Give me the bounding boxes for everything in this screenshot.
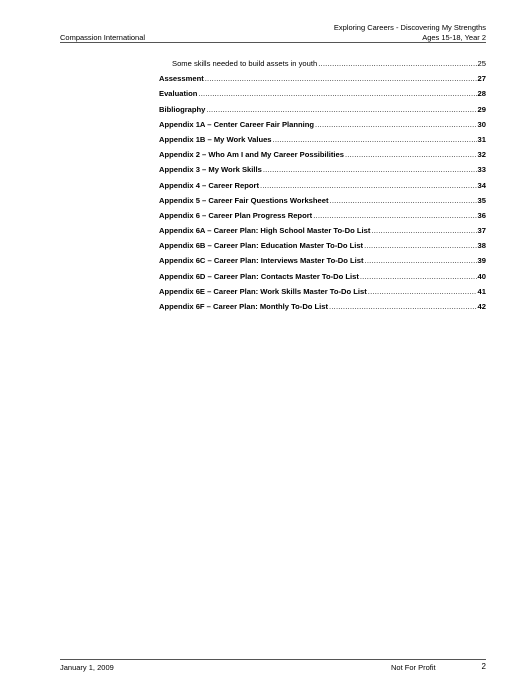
table-of-contents xyxy=(159,59,486,317)
toc-entry[interactable] xyxy=(159,135,486,150)
toc-dot-leader xyxy=(365,256,477,265)
toc-dot-leader xyxy=(198,89,476,98)
toc-entry-title: Appendix 6B – Career Plan: Education Master To-Do List xyxy=(159,241,364,251)
toc-entry-title: Appendix 6E – Career Plan: Work Skills Master To-Do List xyxy=(159,286,367,296)
toc-dot-leader xyxy=(263,165,477,174)
footer-page-number: 2 xyxy=(481,662,486,671)
toc-entry[interactable] xyxy=(159,287,486,302)
toc-entry[interactable] xyxy=(159,241,486,256)
toc-entry-page: 25 xyxy=(477,59,486,68)
toc-entry-title: Appendix 6D – Career Plan: Contacts Master To-Do List xyxy=(159,271,359,281)
header-organization: Compassion International xyxy=(60,33,146,42)
toc-entry-title: Some skills needed to build assets in youth xyxy=(172,59,318,68)
toc-entry-page: 35 xyxy=(477,195,486,205)
toc-dot-leader xyxy=(329,302,477,311)
toc-dot-leader xyxy=(313,211,476,220)
toc-entry[interactable] xyxy=(159,89,486,104)
toc-entry-page: 39 xyxy=(477,256,486,266)
toc-entry-title: Appendix 1A – Center Career Fair Planning xyxy=(159,119,315,129)
toc-entry[interactable] xyxy=(159,272,486,287)
header-title xyxy=(334,23,486,42)
toc-entry-page: 33 xyxy=(477,165,486,175)
toc-entry-page: 28 xyxy=(477,89,486,99)
toc-entry-page: 38 xyxy=(477,241,486,251)
toc-entry-title: Appendix 6F – Career Plan: Monthly To-Do List xyxy=(159,302,329,311)
toc-entry[interactable] xyxy=(159,181,486,196)
header-title-line2: Ages 15-18, Year 2 xyxy=(422,32,486,42)
toc-dot-leader xyxy=(315,120,477,129)
toc-entry[interactable] xyxy=(159,150,486,165)
toc-entry[interactable] xyxy=(159,59,486,74)
toc-entry[interactable] xyxy=(159,105,486,120)
toc-dot-leader xyxy=(364,241,476,250)
toc-entry[interactable] xyxy=(159,226,486,241)
toc-entry-page: 29 xyxy=(477,104,486,114)
toc-dot-leader xyxy=(273,135,477,144)
toc-entry[interactable] xyxy=(159,196,486,211)
toc-dot-leader xyxy=(330,196,477,205)
toc-entry-page: 30 xyxy=(477,119,486,129)
toc-entry[interactable] xyxy=(159,74,486,89)
toc-entry-title: Appendix 6 – Career Plan Progress Report xyxy=(159,210,313,220)
toc-entry-title: Bibliography xyxy=(159,104,206,114)
toc-dot-leader xyxy=(345,150,477,159)
toc-entry-title: Appendix 6A – Career Plan: High School Master To-Do List xyxy=(159,226,371,236)
toc-entry-title: Assessment xyxy=(159,74,204,84)
toc-entry-title: Appendix 3 – My Work Skills xyxy=(159,165,262,175)
toc-dot-leader xyxy=(205,74,477,83)
toc-entry[interactable] xyxy=(159,211,486,226)
toc-entry-page: 36 xyxy=(477,210,486,220)
footer-date: January 1, 2009 xyxy=(60,663,114,672)
toc-entry-page: 31 xyxy=(477,134,486,144)
toc-dot-leader xyxy=(260,181,477,190)
header-title-line1: Exploring Careers - Discovering My Strengths xyxy=(333,23,486,32)
toc-entry-title: Appendix 2 – Who Am I and My Career Possibilities xyxy=(159,150,344,160)
toc-entry-title: Appendix 1B – My Work Values xyxy=(159,134,272,144)
toc-entry-page: 41 xyxy=(477,286,486,296)
toc-entry[interactable] xyxy=(159,165,486,180)
toc-entry-title: Appendix 5 – Career Fair Questions Worksheet xyxy=(159,195,329,205)
toc-entry-page: 37 xyxy=(477,226,486,236)
toc-entry-title: Appendix 4 – Career Report xyxy=(159,180,260,190)
toc-entry-title: Appendix 6C – Career Plan: Interviews Master To-Do List xyxy=(159,256,364,266)
toc-entry-page: 34 xyxy=(477,180,486,190)
toc-dot-leader xyxy=(368,287,477,296)
footer-divider xyxy=(60,659,486,660)
toc-dot-leader xyxy=(371,226,476,235)
footer-notice: Not For Profit xyxy=(391,663,436,672)
toc-entry[interactable] xyxy=(159,120,486,135)
toc-entry-page: 42 xyxy=(477,302,486,311)
toc-entry-page: 40 xyxy=(477,271,486,281)
toc-dot-leader xyxy=(206,105,476,114)
toc-dot-leader xyxy=(318,59,476,68)
toc-entry-title: Evaluation xyxy=(159,89,198,99)
toc-entry[interactable] xyxy=(159,256,486,271)
toc-entry-page: 32 xyxy=(477,150,486,160)
toc-entry-page: 27 xyxy=(477,74,486,84)
toc-entry[interactable] xyxy=(159,302,486,317)
toc-dot-leader xyxy=(360,272,477,281)
header-divider xyxy=(60,42,486,43)
